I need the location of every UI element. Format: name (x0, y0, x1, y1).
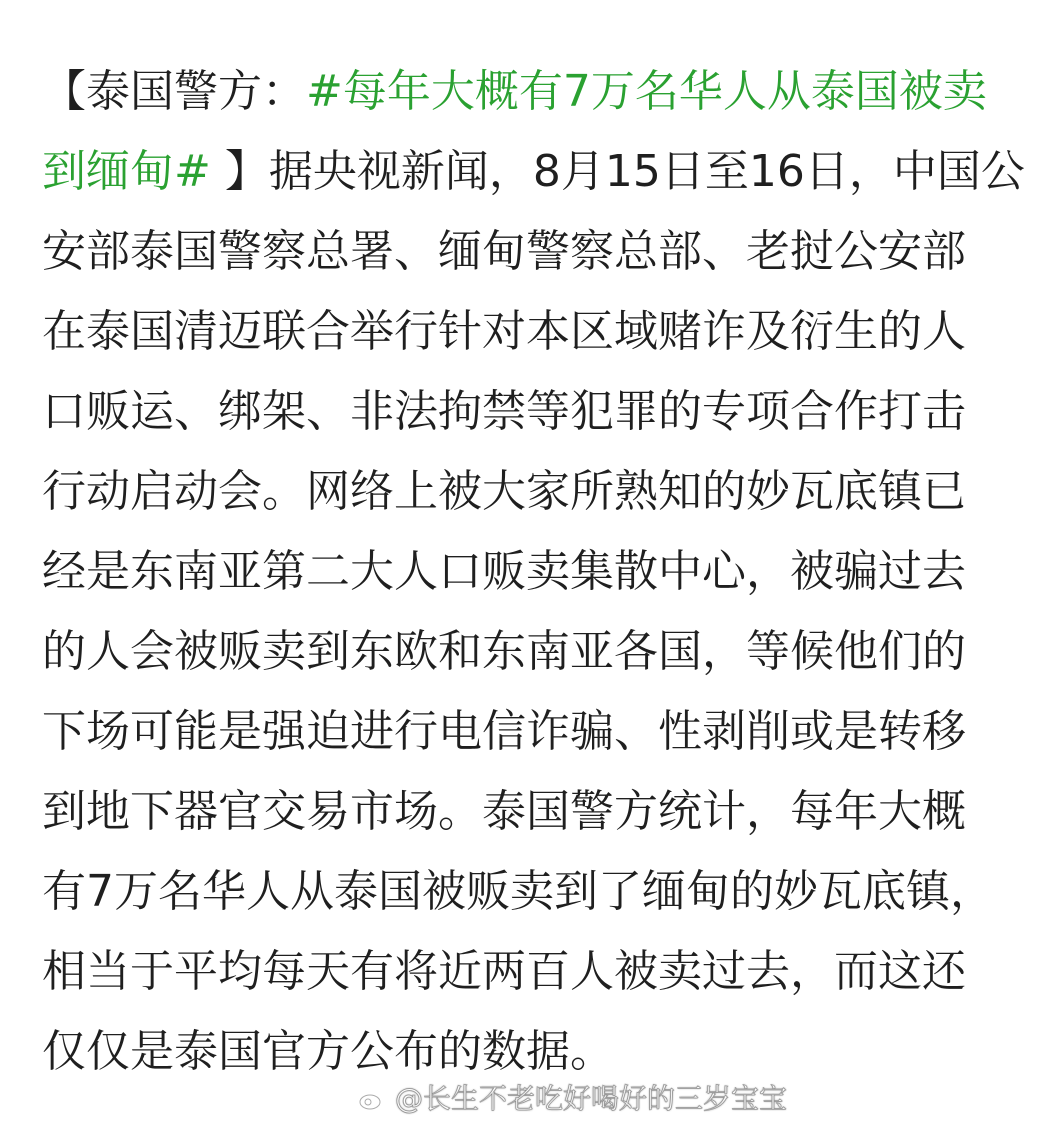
post-body-line: 下场可能是强迫进行电信诈骗、性剥削或是转移 (42, 706, 966, 757)
hashtag-link-continued[interactable]: 到缅甸# (42, 146, 211, 197)
weibo-logo-icon (357, 1084, 387, 1114)
post-line-2 (42, 132, 1025, 212)
post-body-text: 据央视新闻，8月15日至16日，中国公 (268, 146, 1025, 197)
watermark-text: @长生不老吃好喝好的三岁宝宝 (395, 1082, 788, 1115)
post-text (42, 52, 1034, 1112)
post-body-line: 行动启动会。网络上被大家所熟知的妙瓦底镇已 (42, 466, 966, 517)
post-body-line: 经是东南亚第二大人口贩卖集散中心，被骗过去 (42, 546, 966, 597)
post-source: 泰国警方： (86, 66, 306, 117)
post-body-line: 有7万名华人从泰国被贩卖到了缅甸的妙瓦底镇， (42, 866, 994, 917)
post-body-line: 到地下器官交易市场。泰国警方统计，每年大概 (42, 786, 966, 837)
post-body-line: 相当于平均每天有将近两百人被卖过去，而这还 (42, 946, 966, 997)
post-line-1 (42, 52, 987, 132)
close-bracket: 】 (210, 146, 269, 197)
open-bracket: 【 (42, 66, 86, 117)
post-body-line: 在泰国清迈联合举行针对本区域赌诈及衍生的人 (42, 306, 966, 357)
post-body-line: 的人会被贩卖到东欧和东南亚各国，等候他们的 (42, 626, 966, 677)
post-body-line: 仅仅是泰国官方公布的数据。 (42, 1026, 614, 1077)
post-body-line: 口贩运、绑架、非法拘禁等犯罪的专项合作打击 (42, 386, 966, 437)
post-body-line: 安部泰国警察总署、缅甸警察总部、老挝公安部 (42, 226, 966, 277)
hashtag-link[interactable]: #每年大概有7万名华人从泰国被卖 (306, 66, 987, 117)
weibo-watermark (357, 1079, 787, 1119)
